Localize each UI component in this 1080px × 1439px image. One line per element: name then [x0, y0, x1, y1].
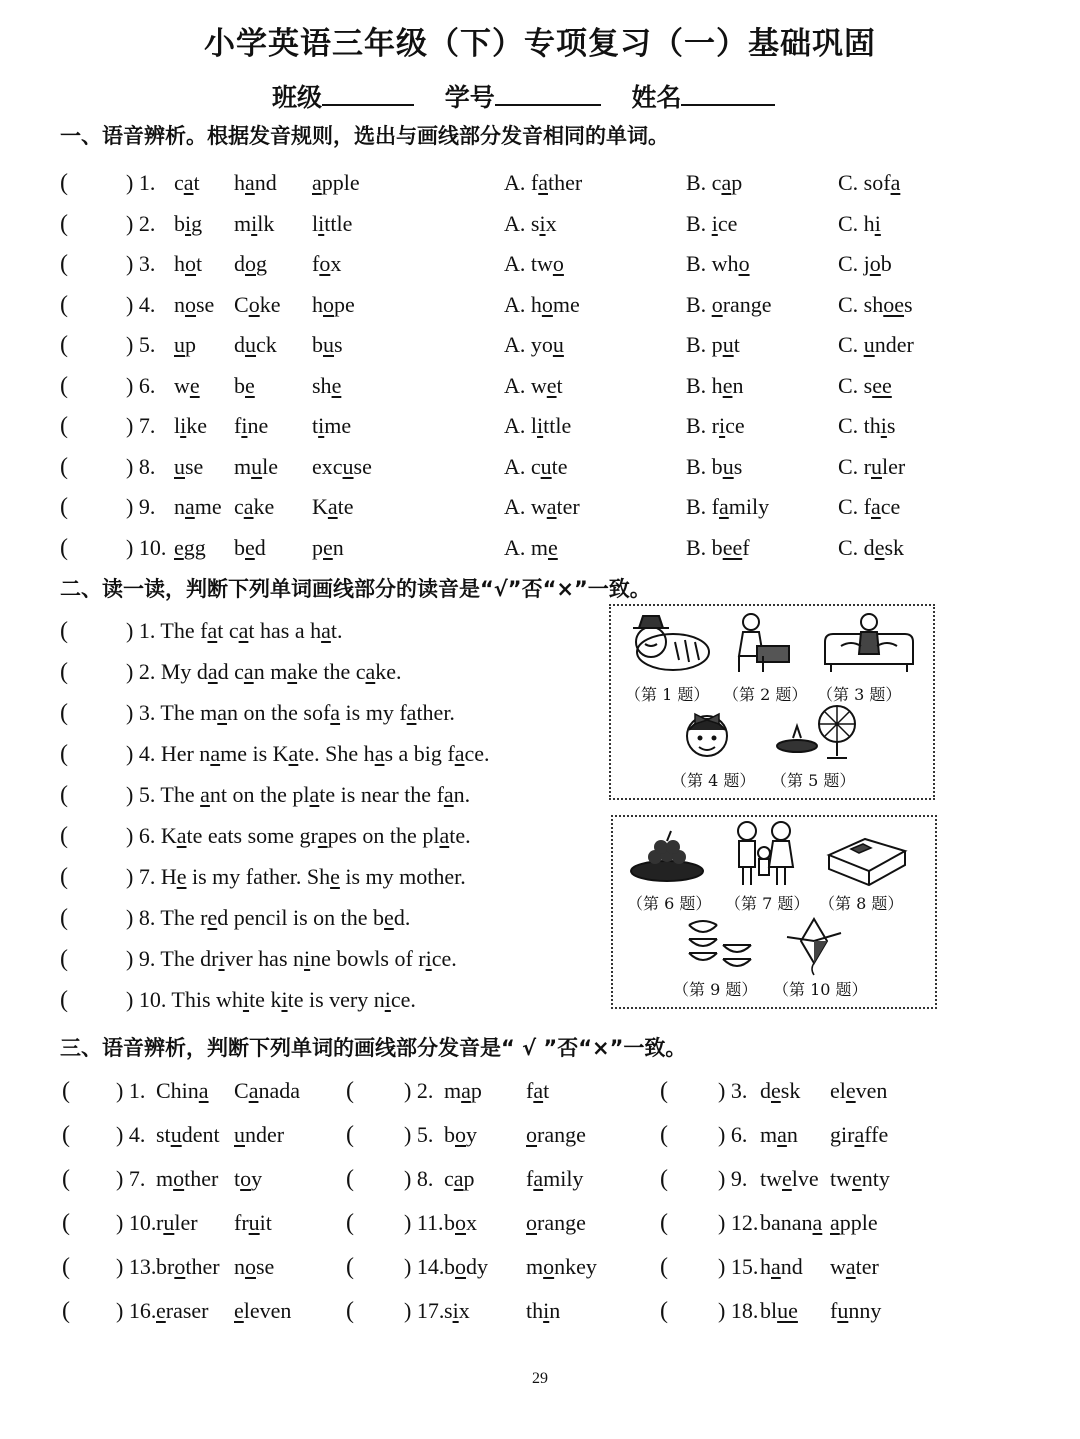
answer-paren[interactable]: ( [60, 453, 68, 480]
word-w1: eraser [156, 1298, 209, 1323]
caption-q3: （第 3 题） [817, 685, 902, 704]
option-a[interactable]: A. wet [504, 372, 563, 398]
question-number: ) 10. [116, 1210, 157, 1235]
question-number: ) 8. [404, 1166, 434, 1191]
fat-cat-hat-picture [625, 612, 715, 674]
question-number: ) 15. [718, 1254, 759, 1279]
option-c[interactable]: C. shoes [838, 291, 913, 317]
question-number: ) 3. [126, 251, 156, 276]
word-w2: duck [234, 332, 277, 357]
word-w2: mule [234, 453, 279, 479]
word-w3: Kate [312, 494, 354, 519]
question-number: ) 11. [404, 1210, 444, 1235]
word-w1: hot [174, 251, 203, 276]
answer-paren[interactable]: ( [62, 1122, 70, 1148]
word-w1: big [174, 210, 203, 236]
answer-paren[interactable]: ( [60, 413, 68, 439]
option-c[interactable]: C. hi [838, 210, 881, 236]
answer-paren[interactable]: ( [60, 823, 68, 849]
word-w1: twelve [760, 1166, 819, 1191]
ant-plate-fan-picture [771, 702, 861, 764]
sentence-text: ) 7. He is my father. She is my mother. [126, 864, 466, 889]
option-a[interactable]: A. home [504, 291, 580, 317]
question-row [0, 413, 1080, 453]
question-number: ) 6. [718, 1122, 748, 1147]
answer-paren[interactable]: ( [60, 210, 68, 237]
question-row [0, 170, 1080, 210]
answer-paren[interactable]: ( [62, 1078, 70, 1104]
word-w2: be [234, 372, 255, 398]
word-w2: family [526, 1166, 584, 1191]
caption-q8: （第 8 题） [819, 894, 904, 913]
question-row [0, 292, 1080, 332]
question-number: ) 5. [126, 332, 156, 357]
word-w3: fox [312, 251, 342, 276]
answer-paren[interactable]: ( [60, 700, 68, 726]
caption-q1: （第 1 题） [625, 685, 710, 704]
man-on-sofa-picture [821, 612, 917, 674]
family-picture [731, 819, 801, 887]
option-a[interactable]: A. six [504, 210, 557, 236]
question-number: ) 1. [116, 1078, 146, 1103]
question-row [0, 1122, 1080, 1162]
word-w1: ruler [156, 1210, 198, 1235]
option-c[interactable]: C. face [838, 494, 901, 519]
word-w2: cake [234, 494, 275, 519]
word-w2: giraffe [830, 1122, 889, 1147]
word-w2: monkey [526, 1254, 597, 1279]
answer-paren[interactable]: ( [60, 534, 68, 561]
word-w2: hand [234, 170, 277, 195]
question-row [0, 1254, 1080, 1294]
word-w1: student [156, 1122, 220, 1147]
question-number: ) 7. [116, 1166, 146, 1191]
question-row [0, 454, 1080, 494]
caption-q5: （第 5 题） [771, 771, 856, 790]
question-row [0, 211, 1080, 251]
word-w1: six [444, 1298, 470, 1323]
word-w2: water [830, 1254, 879, 1279]
answer-paren[interactable]: ( [346, 1298, 354, 1324]
answer-paren[interactable]: ( [346, 1166, 354, 1192]
answer-paren[interactable]: ( [60, 864, 68, 890]
question-number: ) 12. [718, 1210, 759, 1235]
option-a[interactable]: A. water [504, 494, 580, 519]
option-c[interactable]: C. desk [838, 534, 905, 560]
sentence-text: ) 10. This white kite is very nice. [126, 987, 416, 1012]
word-w3: bus [312, 332, 343, 357]
answer-paren[interactable]: ( [60, 987, 68, 1013]
answer-paren[interactable]: ( [60, 494, 68, 520]
option-a[interactable]: A. cute [504, 453, 568, 479]
section3-heading: 三、语音辨析，判断下列单词的画线部分发音是“ √ ”否“×”一致。 [60, 1036, 687, 1060]
sentence-text: ) 8. The red pencil is on the bed. [126, 905, 411, 930]
word-w2: twenty [830, 1166, 890, 1191]
question-number: ) 1. [126, 170, 156, 195]
student-info [272, 78, 797, 114]
name-label: 姓名 [631, 83, 682, 112]
question-number: ) 9. [718, 1166, 748, 1191]
word-w3: she [312, 372, 342, 398]
answer-paren[interactable]: ( [60, 905, 68, 931]
section1-heading: 一、语音辨析。根据发音规则，选出与画线部分发音相同的单词。 [60, 124, 669, 148]
sentence-text: ) 2. My dad can make the cake. [126, 659, 402, 684]
question-number: ) 4. [126, 291, 156, 317]
option-c[interactable]: C. job [838, 251, 892, 276]
word-w2: fine [234, 413, 269, 438]
answer-paren[interactable]: ( [660, 1298, 668, 1324]
answer-paren[interactable]: ( [660, 1122, 668, 1148]
question-row [0, 1298, 1080, 1338]
option-a[interactable]: A. father [504, 170, 583, 195]
caption-q4: （第 4 题） [671, 771, 756, 790]
question-number: ) 2. [126, 210, 156, 236]
question-number: ) 7. [126, 413, 156, 438]
sentence-text: ) 9. The driver has nine bowls of rice. [126, 946, 457, 971]
option-a[interactable]: A. little [504, 413, 572, 438]
answer-paren[interactable]: ( [62, 1210, 70, 1236]
option-a[interactable]: A. two [504, 251, 564, 276]
caption-q10: （第 10 题） [773, 980, 868, 999]
caption-q9: （第 9 题） [673, 980, 758, 999]
question-number: ) 18. [718, 1298, 759, 1323]
word-w2: orange [526, 1122, 586, 1147]
sentence-text: ) 4. Her name is Kate. She has a big face. [126, 741, 490, 766]
word-w1: banana [760, 1210, 823, 1235]
class-label: 班级 [272, 83, 323, 112]
number-label: 学号 [444, 83, 495, 112]
option-c[interactable]: C. sofa [838, 170, 901, 195]
option-b[interactable]: B. beef [686, 534, 750, 560]
word-w2: nose [234, 1254, 275, 1279]
bed-picture [825, 831, 909, 887]
caption-q7: （第 7 题） [725, 894, 810, 913]
picture-box-2 [611, 815, 937, 1009]
sentence-text: ) 5. The ant on the plate is near the fan. [126, 782, 471, 807]
word-w1: mother [156, 1166, 219, 1191]
word-w3: pen [312, 534, 344, 560]
sentence-text: ) 6. Kate eats some grapes on the plate. [126, 823, 471, 848]
word-w3: little [312, 210, 353, 236]
word-w1: cap [444, 1166, 475, 1191]
word-w2: milk [234, 210, 275, 236]
question-number: ) 16. [116, 1298, 157, 1323]
question-number: ) 10. [126, 534, 167, 560]
question-number: ) 5. [404, 1122, 434, 1147]
word-w1: man [760, 1122, 798, 1147]
option-c[interactable]: C. this [838, 413, 896, 438]
word-w3: time [312, 413, 352, 438]
word-w3: excuse [312, 453, 372, 479]
question-number: ) 13. [116, 1254, 157, 1279]
answer-paren[interactable]: ( [660, 1254, 668, 1280]
word-w2: Canada [234, 1078, 300, 1103]
option-b[interactable]: B. family [686, 494, 770, 519]
option-b[interactable]: B. ice [686, 210, 738, 236]
option-a[interactable]: A. me [504, 534, 558, 560]
answer-paren[interactable]: ( [346, 1122, 354, 1148]
question-row [0, 251, 1080, 291]
caption-q2: （第 2 题） [723, 685, 808, 704]
word-w2: funny [830, 1298, 882, 1323]
question-number: ) 14. [404, 1254, 445, 1279]
word-w2: under [234, 1122, 285, 1147]
question-number: ) 3. [718, 1078, 748, 1103]
question-number: ) 6. [126, 372, 156, 398]
answer-paren[interactable]: ( [60, 659, 68, 685]
answer-paren[interactable]: ( [60, 782, 68, 808]
page-title: 小学英语三年级（下）专项复习（一）基础巩固 [204, 26, 876, 62]
answer-paren[interactable]: ( [60, 291, 68, 318]
answer-paren[interactable]: ( [660, 1078, 668, 1104]
question-row [0, 1078, 1080, 1118]
answer-paren[interactable]: ( [62, 1166, 70, 1192]
word-w1: desk [760, 1078, 801, 1103]
answer-paren[interactable]: ( [346, 1254, 354, 1280]
option-c[interactable]: C. ruler [838, 453, 906, 479]
word-w2: eleven [234, 1298, 292, 1323]
question-number: ) 8. [126, 453, 156, 479]
bowls-of-rice-picture [685, 915, 755, 977]
sentence-text: ) 3. The man on the sofa is my father. [126, 700, 455, 725]
word-w1: nose [174, 291, 215, 317]
word-w2: orange [526, 1210, 586, 1235]
question-row [0, 535, 1080, 575]
word-w1: China [156, 1078, 209, 1103]
word-w1: cat [174, 170, 200, 195]
answer-paren[interactable]: ( [60, 372, 68, 399]
picture-box-1 [609, 604, 935, 800]
option-a[interactable]: A. you [504, 332, 564, 357]
grapes-plate-picture [627, 827, 709, 887]
word-w2: fruit [234, 1210, 272, 1235]
question-row [0, 373, 1080, 413]
answer-paren[interactable]: ( [60, 170, 68, 196]
word-w1: name [174, 494, 222, 519]
name-blank[interactable] [681, 82, 775, 106]
class-blank[interactable] [322, 82, 414, 106]
word-w1: blue [760, 1298, 798, 1323]
answer-paren[interactable]: ( [660, 1210, 668, 1236]
word-w1: egg [174, 534, 206, 560]
question-row [0, 1210, 1080, 1250]
question-row [0, 1166, 1080, 1206]
kite-picture [781, 915, 847, 977]
word-w1: like [174, 413, 208, 438]
option-c[interactable]: C. see [838, 372, 892, 398]
word-w1: boy [444, 1122, 477, 1147]
answer-paren[interactable]: ( [60, 741, 68, 767]
question-row [0, 494, 1080, 534]
option-b[interactable]: B. put [686, 332, 740, 357]
option-c[interactable]: C. under [838, 332, 914, 357]
option-b[interactable]: B. rice [686, 413, 745, 438]
word-w1: map [444, 1078, 482, 1103]
word-w2: toy [234, 1166, 263, 1191]
question-row [0, 332, 1080, 372]
word-w2: thin [526, 1298, 561, 1323]
answer-paren[interactable]: ( [60, 946, 68, 972]
word-w1: use [174, 453, 204, 479]
word-w2: bed [234, 534, 266, 560]
option-b[interactable]: B. orange [686, 291, 772, 317]
question-number: ) 9. [126, 494, 156, 519]
word-w3: apple [312, 170, 360, 195]
word-w2: apple [830, 1210, 878, 1235]
answer-paren[interactable]: ( [60, 251, 68, 277]
section2-heading: 二、读一读，判断下列单词画线部分的读音是“√”否“×”一致。 [60, 577, 651, 601]
number-blank[interactable] [495, 82, 601, 106]
word-w1: box [444, 1210, 477, 1235]
word-w1: hand [760, 1254, 803, 1279]
answer-paren[interactable]: ( [660, 1166, 668, 1192]
answer-paren[interactable]: ( [62, 1298, 70, 1324]
word-w2: eleven [830, 1078, 888, 1103]
sentence-text: ) 1. The fat cat has a hat. [126, 618, 343, 643]
page-number: 29 [532, 1370, 548, 1387]
answer-paren[interactable]: ( [60, 618, 68, 644]
caption-q6: （第 6 题） [627, 894, 712, 913]
answer-paren[interactable]: ( [346, 1078, 354, 1104]
question-number: ) 2. [404, 1078, 434, 1103]
kate-face-picture [677, 706, 737, 762]
answer-paren[interactable]: ( [60, 332, 68, 358]
word-w2: fat [526, 1078, 550, 1103]
option-b[interactable]: B. who [686, 251, 750, 276]
option-b[interactable]: B. hen [686, 372, 744, 398]
word-w1: body [444, 1254, 488, 1279]
option-b[interactable]: B. cap [686, 170, 743, 195]
word-w3: hope [312, 291, 355, 317]
answer-paren[interactable]: ( [62, 1254, 70, 1280]
word-w1: up [174, 332, 196, 357]
question-number: ) 4. [116, 1122, 146, 1147]
word-w2: dog [234, 251, 267, 276]
dad-make-cake-picture [729, 612, 795, 674]
option-b[interactable]: B. bus [686, 453, 743, 479]
question-number: ) 17. [404, 1298, 445, 1323]
word-w1: brother [156, 1254, 220, 1279]
answer-paren[interactable]: ( [346, 1210, 354, 1236]
word-w2: Coke [234, 291, 281, 317]
word-w1: we [174, 372, 200, 398]
